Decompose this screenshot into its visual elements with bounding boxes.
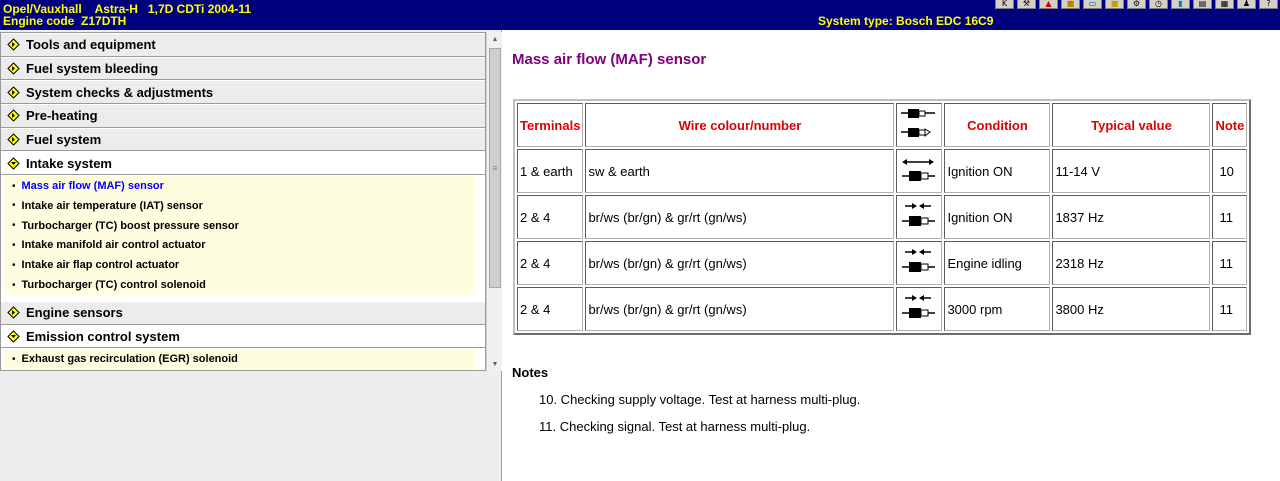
list-item-iat-sensor[interactable]: • Intake air temperature (IAT) sensor (5, 196, 475, 216)
scroll-up-icon[interactable]: ▲ (491, 35, 499, 43)
category-intake-system[interactable] (1, 151, 485, 175)
cell-terminals: 2 & 4 (517, 195, 583, 239)
header-note: Note (1212, 103, 1247, 147)
cell-terminals: 1 & earth (517, 149, 583, 193)
cell-wire: br/ws (br/gn) & gr/rt (gn/ws) (585, 241, 894, 285)
cell-condition: 3000 rpm (944, 287, 1050, 331)
vehicle-model: Opel/Vauxhall Astra-H 1,7D CDTi 2004-11 (3, 2, 252, 16)
cell-condition: Ignition ON (944, 149, 1050, 193)
cell-terminals: 2 & 4 (517, 287, 583, 331)
cell-note: 11 (1212, 195, 1247, 239)
table-row (517, 287, 1247, 331)
list-item-tc-control-solenoid[interactable]: • Turbocharger (TC) control solenoid (5, 275, 475, 295)
category-label: Tools and equipment (26, 37, 156, 53)
expanded-arrow-icon (7, 330, 20, 343)
window-icon[interactable]: ▭ (1083, 0, 1102, 9)
category-system-checks[interactable] (1, 80, 485, 104)
table-header-row (517, 103, 1247, 147)
emission-system-items (1, 348, 485, 371)
toolbar (995, 0, 1280, 9)
list-item-label: Intake manifold air control actuator (21, 239, 206, 252)
system-type: System type: Bosch EDC 16C9 (818, 14, 994, 28)
book-icon[interactable]: ▮ (1171, 0, 1190, 9)
category-label: Engine sensors (26, 305, 123, 321)
measurement-table (513, 99, 1251, 335)
category-label: System checks & adjustments (26, 84, 214, 100)
note-icon[interactable]: ■ (1105, 0, 1124, 9)
header-wire: Wire colour/number (585, 103, 894, 147)
clock-icon[interactable]: ◷ (1149, 0, 1168, 9)
table-row (517, 195, 1247, 239)
cell-typical: 11-14 V (1052, 149, 1210, 193)
cell-note: 11 (1212, 287, 1247, 331)
list-item-tc-boost-sensor[interactable]: • Turbocharger (TC) boost pressure sensor (5, 216, 475, 236)
note-item: 10. Checking supply voltage. Test at harness multi-plug. (539, 392, 861, 407)
scrollbar-thumb[interactable]: ≡ (489, 48, 501, 288)
category-label: Pre-heating (26, 108, 98, 124)
category-tools-and-equipment[interactable] (1, 33, 485, 57)
header-typical: Typical value (1052, 103, 1210, 147)
cell-typical: 1837 Hz (1052, 195, 1210, 239)
cell-note: 10 (1212, 149, 1247, 193)
category-fuel-system[interactable] (1, 128, 485, 152)
list-item-manifold-actuator[interactable]: • Intake manifold air control actuator (5, 236, 475, 256)
gear-icon[interactable]: ⚙ (1127, 0, 1146, 9)
cell-note: 11 (1212, 241, 1247, 285)
cell-condition: Engine idling (944, 241, 1050, 285)
cell-typical: 2318 Hz (1052, 241, 1210, 285)
table-row (517, 241, 1247, 285)
header-terminals: Terminals (517, 103, 583, 147)
cell-typical: 3800 Hz (1052, 287, 1210, 331)
title-bar (0, 0, 1280, 30)
list-item-label: Mass air flow (MAF) sensor (21, 180, 164, 193)
list-item-label: Exhaust gas recirculation (EGR) solenoid (21, 353, 238, 366)
category-label: Fuel system bleeding (26, 61, 159, 77)
grid-icon[interactable]: ▦ (1215, 0, 1234, 9)
engine-code: Engine code Z17DTH (3, 14, 127, 28)
nav-scrollbar[interactable] (486, 32, 502, 371)
print-icon[interactable]: ▤ (1193, 0, 1212, 9)
cell-wire: br/ws (br/gn) & gr/rt (gn/ws) (585, 287, 894, 331)
folder-icon[interactable]: ■ (1061, 0, 1080, 9)
signal-measure-icon (896, 287, 942, 331)
category-pre-heating[interactable] (1, 104, 485, 128)
expanded-arrow-icon (7, 157, 20, 170)
list-item-maf-sensor[interactable]: • Mass air flow (MAF) sensor (5, 176, 475, 196)
navigation-panel (0, 30, 502, 481)
category-emission-control-system[interactable] (1, 325, 485, 349)
category-label: Intake system (26, 155, 112, 171)
cell-wire: br/ws (br/gn) & gr/rt (gn/ws) (585, 195, 894, 239)
tool-icon[interactable]: ⚒ (1017, 0, 1036, 9)
k-icon[interactable]: K (995, 0, 1014, 9)
collapsed-arrow-icon (7, 109, 20, 122)
collapsed-arrow-icon (7, 306, 20, 319)
red-flag-icon[interactable]: ▲ (1039, 0, 1058, 9)
category-engine-sensors[interactable] (1, 301, 485, 325)
scroll-down-icon[interactable]: ▼ (491, 360, 499, 368)
list-item-label: Turbocharger (TC) control solenoid (21, 279, 206, 291)
cell-condition: Ignition ON (944, 195, 1050, 239)
list-item-label: Turbocharger (TC) boost pressure sensor (21, 219, 239, 232)
meter-header-icon (896, 103, 942, 147)
list-item-label: Intake air flap control actuator (21, 259, 180, 272)
category-fuel-system-bleeding[interactable] (1, 57, 485, 81)
note-item: 11. Checking signal. Test at harness multi-plug. (539, 419, 811, 434)
cell-wire: sw & earth (585, 149, 894, 193)
signal-measure-icon (896, 241, 942, 285)
content-pane (503, 30, 1280, 481)
header-condition: Condition (944, 103, 1050, 147)
notes-heading: Notes (512, 365, 549, 380)
cell-terminals: 2 & 4 (517, 241, 583, 285)
signal-measure-icon (896, 195, 942, 239)
nav-tree (0, 32, 486, 371)
help-icon[interactable]: ? (1259, 0, 1278, 9)
list-item-label: Intake air temperature (IAT) sensor (21, 199, 203, 212)
table-row (517, 149, 1247, 193)
collapsed-arrow-icon (7, 38, 20, 51)
voltage-measure-icon (896, 149, 942, 193)
list-item-egr-solenoid[interactable]: • Exhaust gas recirculation (EGR) solenoid (5, 349, 475, 369)
intake-system-items (1, 175, 485, 297)
list-item-air-flap-actuator[interactable]: • Intake air flap control actuator (5, 255, 475, 275)
category-label: Fuel system (26, 132, 102, 148)
collapsed-arrow-icon (7, 133, 20, 146)
collapsed-arrow-icon (7, 62, 20, 75)
collapsed-arrow-icon (7, 86, 20, 99)
category-label: Emission control system (26, 328, 180, 344)
page-title: Mass air flow (MAF) sensor (512, 51, 707, 68)
person-icon[interactable]: ♟ (1237, 0, 1256, 9)
